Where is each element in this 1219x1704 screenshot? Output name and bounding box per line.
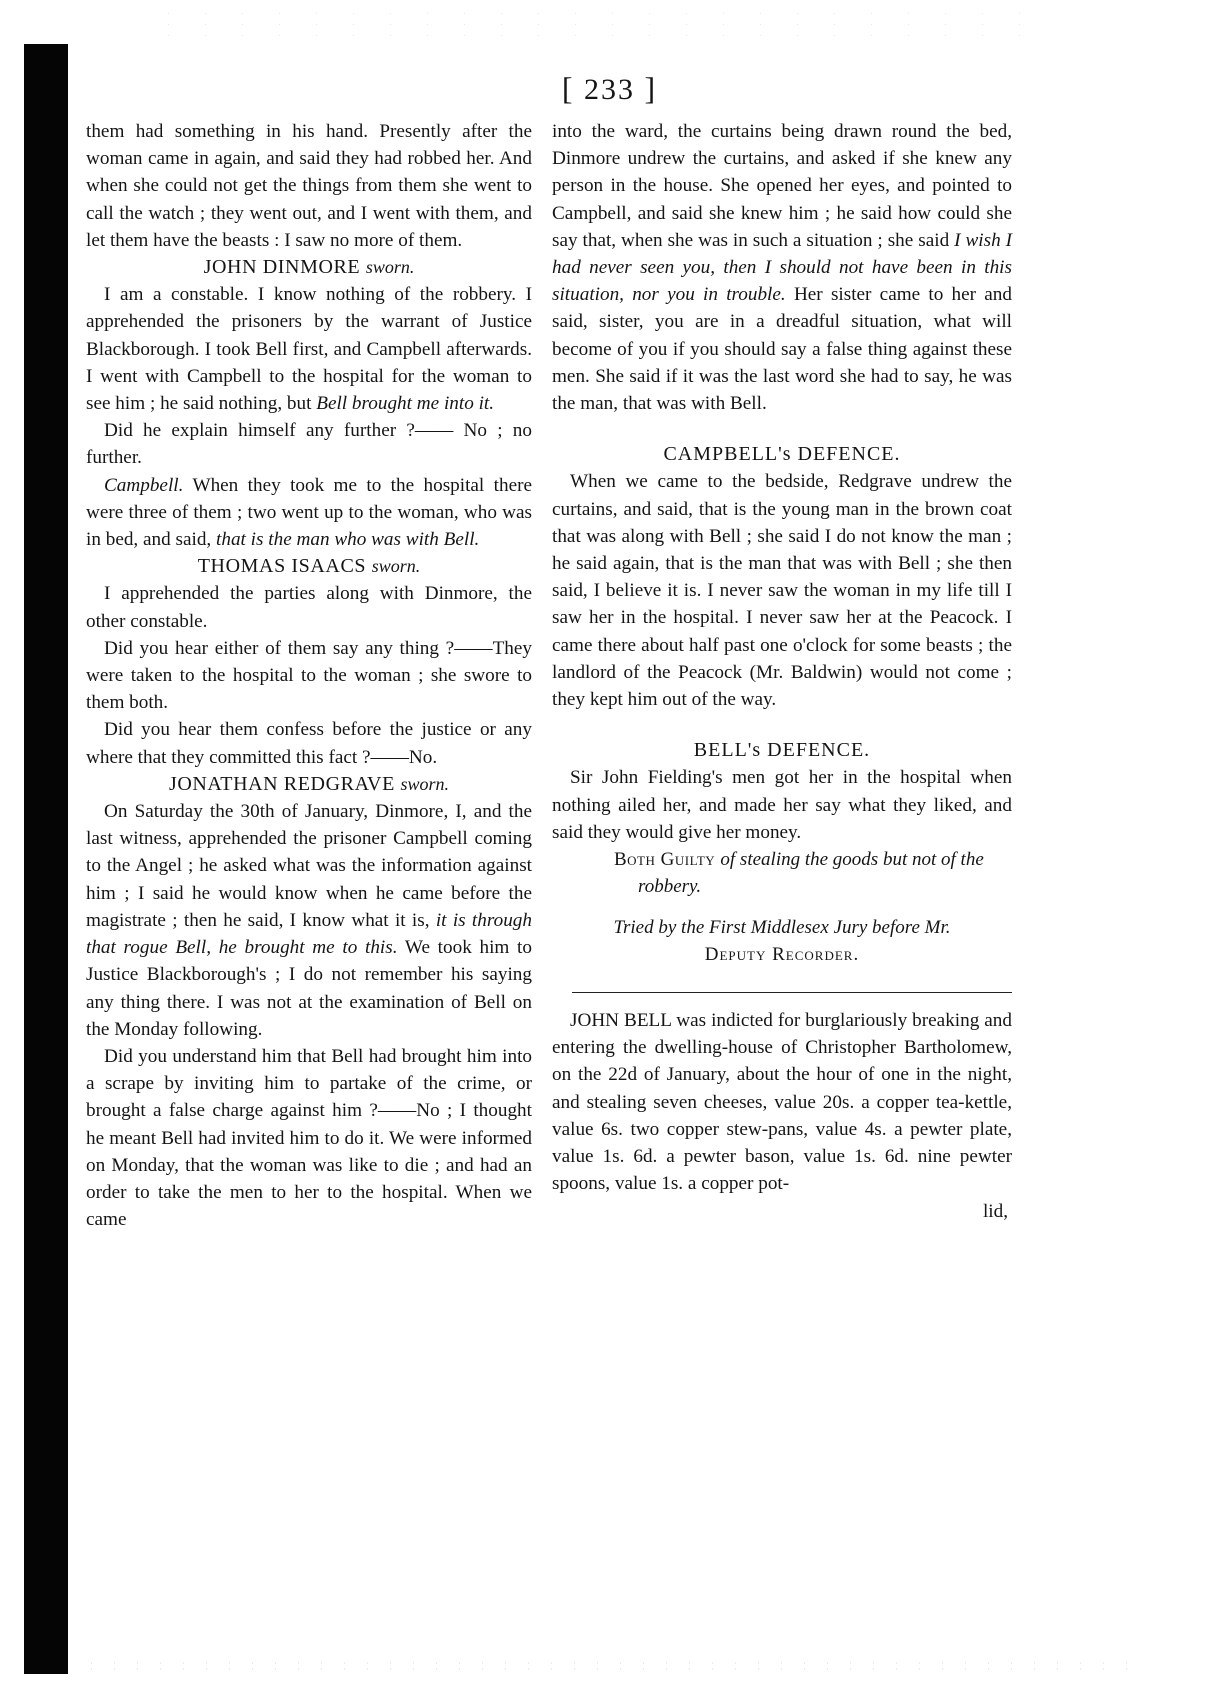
right-column-paragraph: into the ward, the curtains being drawn round the bed, Dinmore undrew the curtains, and asked if she knew any person in the house. She opened her eyes, and pointed to Campbell, and said she knew him ; he said how could she say that, when she was in such a situation ; she said I wish I had never seen you, then I should not have been in this situation, nor you in trouble. Her sister came to her and said, sister, you are in a dreadful situation, what will become of you if you should say a false thing against these men. She said if it was the last word she had to say, he was the man, that was with Bell. bbox=[552, 121, 1013, 415]
witness-heading bbox=[86, 254, 532, 281]
case-separator-rule bbox=[572, 992, 1012, 993]
witness-heading bbox=[86, 771, 532, 798]
witness-name: JOHN DINMORE bbox=[203, 256, 366, 279]
left-column-paragraph: Did you hear either of them say any thing ?——They were taken to the hospital to the woman ; she swore to them both. bbox=[86, 637, 532, 714]
right-column bbox=[552, 118, 1012, 1225]
right-column-paragraph: When we came to the bedside, Redgrave undrew the curtains, and said, that is the young man in the brown coat that was along with Bell ; she said I do not know the man ; he said again, that is the man that was with Bell ; she then said, I believe it is. I never saw the woman in my life till I saw her in the hospital. I never saw her at the Peacock. I came there about half past one o'clock for some beasts ; the landlord of the Peacock (Mr. Baldwin) would not come ; they kept him out of the way. bbox=[552, 471, 1012, 711]
page-number-value: 233 bbox=[584, 73, 635, 106]
witness-name: JONATHAN REDGRAVE bbox=[168, 772, 401, 795]
left-column bbox=[86, 118, 532, 1233]
recorder-title: Deputy Recorder. bbox=[704, 944, 860, 966]
left-column-paragraph: Campbell. When they took me to the hospital there were three of them ; two went up to the woman, who was in bed, and said, that is the man who was with Bell. bbox=[86, 474, 532, 551]
sworn-label: sworn. bbox=[371, 556, 421, 577]
defence-heading: BELL's DEFENCE. bbox=[693, 739, 871, 762]
sworn-label: sworn. bbox=[400, 773, 450, 794]
spacer bbox=[552, 900, 1012, 914]
spacer bbox=[552, 713, 1012, 737]
sworn-label: sworn. bbox=[365, 257, 415, 278]
page-speckle-bottom bbox=[80, 1660, 1140, 1672]
page-number: [ 233 ] bbox=[561, 70, 658, 106]
left-column-paragraph: them had something in his hand. Presently after the woman came in again, and said they had robbed her. And when she could not get the things from them she went to call the watch ; they went out, and I went with them, and let them have the beasts : I saw no more of them. bbox=[86, 121, 532, 251]
left-column-paragraph: Did you hear them confess before the justice or any where that they committed this fact ?——No. bbox=[86, 719, 532, 768]
left-column-paragraph: Did he explain himself any further ?—— No ; no further. bbox=[86, 420, 532, 469]
verdict-text: of stealing the goods but not of the robbery. bbox=[638, 849, 984, 898]
verdict bbox=[614, 846, 1012, 900]
page-speckle-top bbox=[150, 8, 1050, 38]
defence-heading: CAMPBELL's DEFENCE. bbox=[663, 443, 901, 466]
left-column-paragraph: Did you understand him that Bell had brought him into a scrape by inviting him to partake of the crime, or brought a false charge against him ?——No ; I thought he meant Bell had invited him to do it. We were informed on Monday, that the woman was like to die ; and had an order to take the men to her to the hospital. When we came bbox=[86, 1045, 532, 1231]
verdict-label: Both Guilty bbox=[614, 849, 721, 871]
left-column-paragraph: I apprehended the parties along with Dinmore, the other constable. bbox=[86, 583, 532, 632]
spacer bbox=[552, 417, 1012, 441]
left-column-paragraph: On Saturday the 30th of January, Dinmore, I, and the last witness, apprehended the prisoner Campbell coming to the Angel ; he asked what was the information against him ; I said he would know when he came before the magistrate ; then he said, I know what it is, it is through that rogue Bell, he brought me to this. We took him to Justice Blackborough's ; I do not remember his saying any thing there. I was not at the examination of Bell on the Monday following. bbox=[86, 801, 532, 1040]
catchword: lid, bbox=[982, 1200, 1008, 1222]
left-column-paragraph: I am a constable. I know nothing of the robbery. I apprehended the prisoners by the warrant of Justice Blackborough. I took Bell first, and Campbell afterwards. I went with Campbell to the hospital for the woman to see him ; he said nothing, but Bell brought me into it. bbox=[86, 284, 532, 415]
tried-by-text: Tried by the First Middlesex Jury before Mr. bbox=[613, 917, 951, 939]
tried-by-note bbox=[552, 914, 1012, 968]
right-column-paragraph: JOHN BELL was indicted for burglariously breaking and entering the dwelling-house of Christopher Bartholomew, on the 22d of January, about the hour of one in the night, and stealing seven cheeses, value 20s. a copper tea-kettle, value 6s. two copper stew-pans, value 4s. a pewter plate, value 1s. 6d. a pewter bason, value 1s. 6d. nine pewter spoons, value 1s. a copper pot- bbox=[552, 1010, 1012, 1195]
scan-gutter-shadow bbox=[24, 44, 68, 1674]
right-column-paragraph: Sir John Fielding's men got her in the hospital when nothing ailed her, and made her say what they liked, and said they would give her money. bbox=[552, 767, 1012, 843]
witness-heading bbox=[86, 553, 532, 580]
witness-name: THOMAS ISAACS bbox=[197, 555, 372, 578]
